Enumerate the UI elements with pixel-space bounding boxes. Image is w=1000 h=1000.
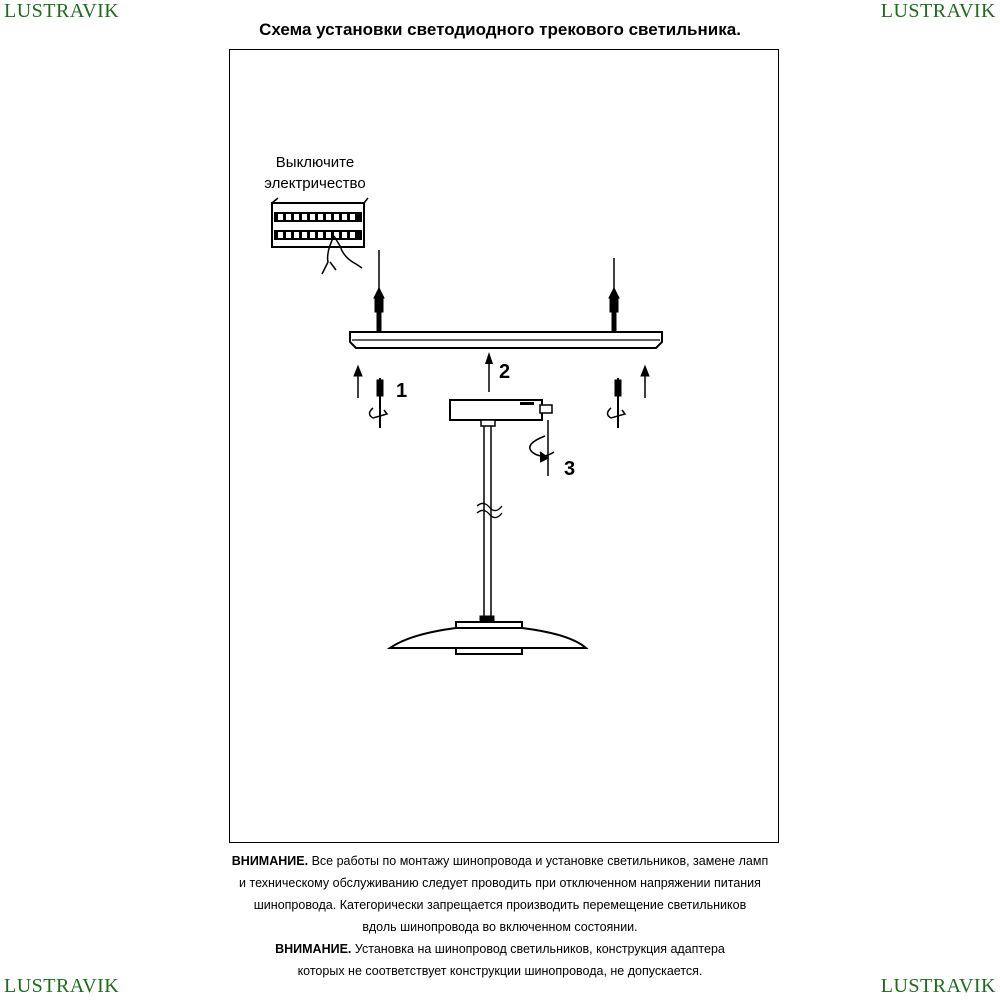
track-adapter (450, 400, 552, 426)
suspension-cables (374, 250, 619, 332)
logo-text: USTRAVIK (16, 975, 120, 997)
warning-notes (150, 850, 850, 982)
track-rail (350, 332, 662, 348)
warning2-text1: Установка на шинопровод светильников, конструкция адаптера (354, 942, 725, 956)
step2-arrow (485, 352, 493, 392)
logo-letter: L (880, 0, 894, 22)
mounting-screw-left (354, 366, 387, 428)
logo-text: USTRAVIK (893, 0, 996, 22)
logo-letter: L (4, 0, 17, 22)
warning2-label: ВНИМАНИЕ. (275, 942, 352, 956)
pendant-cable (477, 426, 502, 622)
warning1-line1 (150, 850, 850, 872)
warning2-line1 (150, 938, 850, 960)
warning1-line4: вдоль шинопровода во включенном состоянии. (362, 920, 638, 934)
warning2-line2: которых не соответствует конструкции шинопровода, не допускается. (297, 964, 703, 978)
page-title: Схема установки светодиодного трекового светильника. (259, 20, 741, 39)
warning1-line2: и техническому обслуживанию следует проводить при отключенном напряжении питания (239, 876, 761, 890)
pendant-lamp-shade (390, 622, 586, 654)
power-off-label-line2: электричество (264, 175, 366, 192)
warning1-label: ВНИМАНИЕ. (231, 854, 309, 868)
logo-letter: L (880, 975, 894, 997)
electrical-panel-icon (272, 198, 368, 274)
warning1-text1: Все работы по монтажу шинопровода и установке светильников, замене ламп (311, 854, 769, 868)
logo-text: USTRAVIK (16, 0, 120, 22)
step3-number: 3 (564, 458, 576, 480)
logo-text: USTRAVIK (893, 975, 996, 997)
step1-number: 1 (396, 380, 408, 402)
step2-number: 2 (499, 361, 511, 383)
logo-letter: L (4, 975, 17, 997)
power-off-label-line1: Выключите (275, 154, 355, 171)
mounting-screw-right (608, 366, 650, 428)
step3-rotate-arrow (530, 420, 554, 476)
warning1-line3: шинопровода. Категорически запрещается производить перемещение светильников (253, 898, 747, 912)
